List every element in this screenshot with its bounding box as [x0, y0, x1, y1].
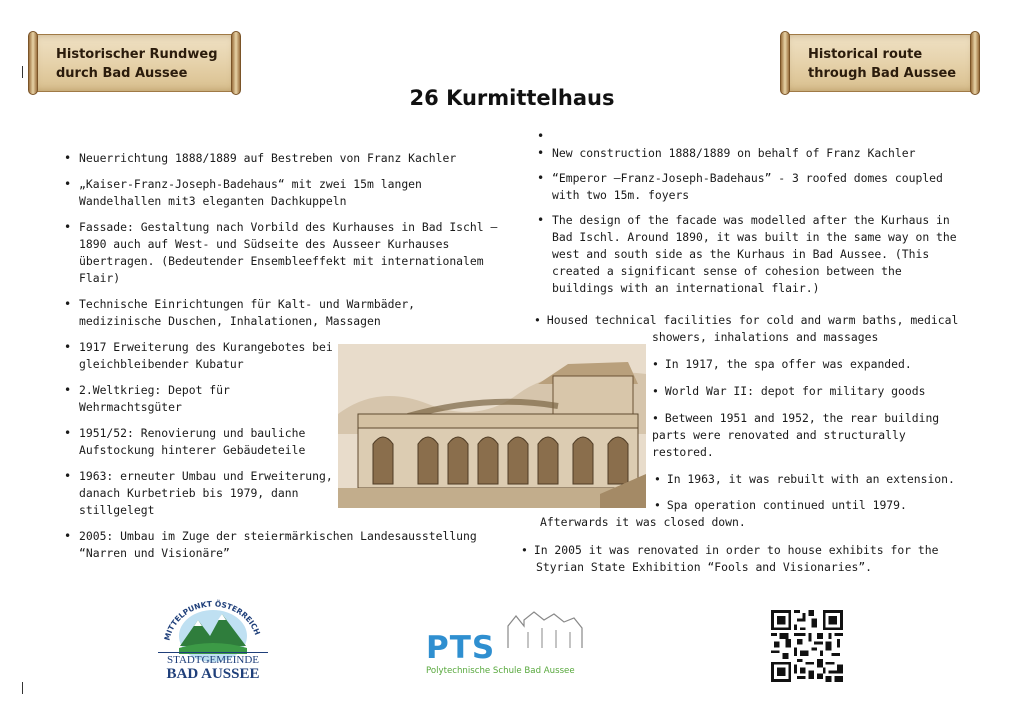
english-ww2-item — [652, 383, 925, 400]
text-line — [521, 542, 938, 559]
bullet-icon — [652, 384, 665, 398]
pts-mark: PTS — [426, 630, 496, 666]
text-line: In 1917, the spa offer was expanded. — [664, 357, 912, 371]
pts-subtitle: Polytechnische Schule Bad Aussee — [426, 666, 575, 676]
text-line: Afterwards it was closed down. — [540, 515, 746, 529]
scroll-line: durch Bad Aussee — [56, 66, 188, 81]
english-bullet-list — [534, 128, 970, 305]
edge-mark-bottom — [22, 682, 23, 694]
list-item: • Fassade: Gestaltung nach Vorbild des Kurhauses in Bad Ischl – 1890 auch auf West- und Südseite des Ausseer Kurhauses übertragen. (Bedeutender Ensembleeffekt mit internationalem Flair) — [61, 219, 501, 287]
text-line: parts were renovated and structurally — [652, 428, 906, 442]
kurmittelhaus-sketch-image — [338, 344, 646, 508]
logo-line-1: STADTGEMEINDE — [158, 652, 268, 666]
qr-code — [771, 610, 843, 682]
list-item: • Neuerrichtung 1888/1889 auf Bestreben von Franz Kachler — [61, 150, 501, 167]
logo-arc-text: MITTELPUNKT ÖSTERREICH — [162, 599, 262, 642]
bullet-icon — [534, 313, 547, 327]
text-line: showers, inhalations and massages — [652, 330, 879, 344]
list-item: • 1917 Erweiterung des Kurangebotes bei gleichbleibender Kubatur — [61, 339, 334, 373]
list-item: • 2005: Umbau im Zuge der steiermärkischen Landesausstellung “Narren und Visionäre” — [61, 528, 509, 562]
scroll-text-english — [808, 45, 956, 83]
english-1951-item — [652, 410, 939, 461]
qr-code-graphic — [771, 610, 843, 682]
list-item: • Technische Einrichtungen für Kalt- und Warmbäder, medizinische Duschen, Inhalationen, Massagen — [61, 296, 501, 330]
bullet-icon — [521, 543, 534, 557]
text-line: Spa operation continued until 1979. — [666, 498, 907, 512]
text-line: Housed technical facilities for cold and warm baths, medical — [546, 313, 959, 327]
english-1963-item — [654, 471, 955, 488]
scroll-text-german — [56, 45, 218, 83]
text-line: Between 1951 and 1952, the rear building — [664, 411, 940, 425]
text-line: Styrian State Exhibition “Fools and Visionaries”. — [536, 560, 873, 574]
text-line: restored. — [652, 445, 714, 459]
scroll-banner-english — [785, 34, 975, 92]
list-item: • „Kaiser-Franz-Joseph-Badehaus“ mit zwei 15m langen Wandelhallen mit3 eleganten Dachkuppeln — [61, 176, 501, 210]
scroll-line: Historical route — [808, 47, 923, 62]
english-1917-item — [652, 356, 912, 373]
list-item: • New construction 1888/1889 on behalf of Franz Kachler — [534, 145, 970, 162]
logo-line-2: BAD AUSSEE — [166, 666, 260, 682]
english-housed-item — [534, 312, 958, 329]
scroll-line: through Bad Aussee — [808, 66, 957, 81]
scroll-banner-german — [33, 34, 236, 92]
text-line — [534, 312, 958, 329]
list-item: • The design of the facade was modelled after the Kurhaus in Bad Ischl. Around 1890, it was built in the same way on the west and south side as the Kurhaus in Bad Aussee. (This created a significant sense of cohesion between the buildings with an international flair.) — [534, 212, 970, 297]
text-line: In 1963, it was rebuilt with an extension. — [666, 472, 955, 486]
pts-school-logo — [424, 608, 594, 680]
bullet-icon — [652, 357, 665, 371]
list-item: • 2.Weltkrieg: Depot für Wehrmachtsgüter — [61, 382, 334, 416]
bullet-icon — [652, 411, 665, 425]
list-item: • 1951/52: Renovierung und bauliche Aufstockung hinterer Gebäudeteile — [61, 425, 334, 459]
list-item: • “Emperor –Franz-Joseph-Badehaus” - 3 roofed domes coupled with two 15m. foyers — [534, 170, 970, 204]
edge-mark-top — [22, 66, 23, 78]
bullet-icon — [654, 498, 667, 512]
building-sketch — [338, 344, 646, 508]
english-spa-item — [654, 497, 907, 514]
text-line — [652, 410, 939, 427]
text-line: In 2005 it was renovated in order to house exhibits for the — [533, 543, 939, 557]
page-title: 26 Kurmittelhaus — [409, 86, 615, 110]
list-item-empty — [534, 128, 970, 145]
list-item: • 1963: erneuter Umbau und Erweiterung, danach Kurbetrieb bis 1979, dann stillgelegt — [61, 468, 334, 519]
english-2005-item — [521, 542, 938, 576]
text-line: World War II: depot for military goods — [664, 384, 926, 398]
scroll-line: Historischer Rundweg — [56, 47, 218, 62]
stadtgemeinde-bad-aussee-logo — [158, 592, 268, 688]
bullet-icon — [654, 472, 667, 486]
